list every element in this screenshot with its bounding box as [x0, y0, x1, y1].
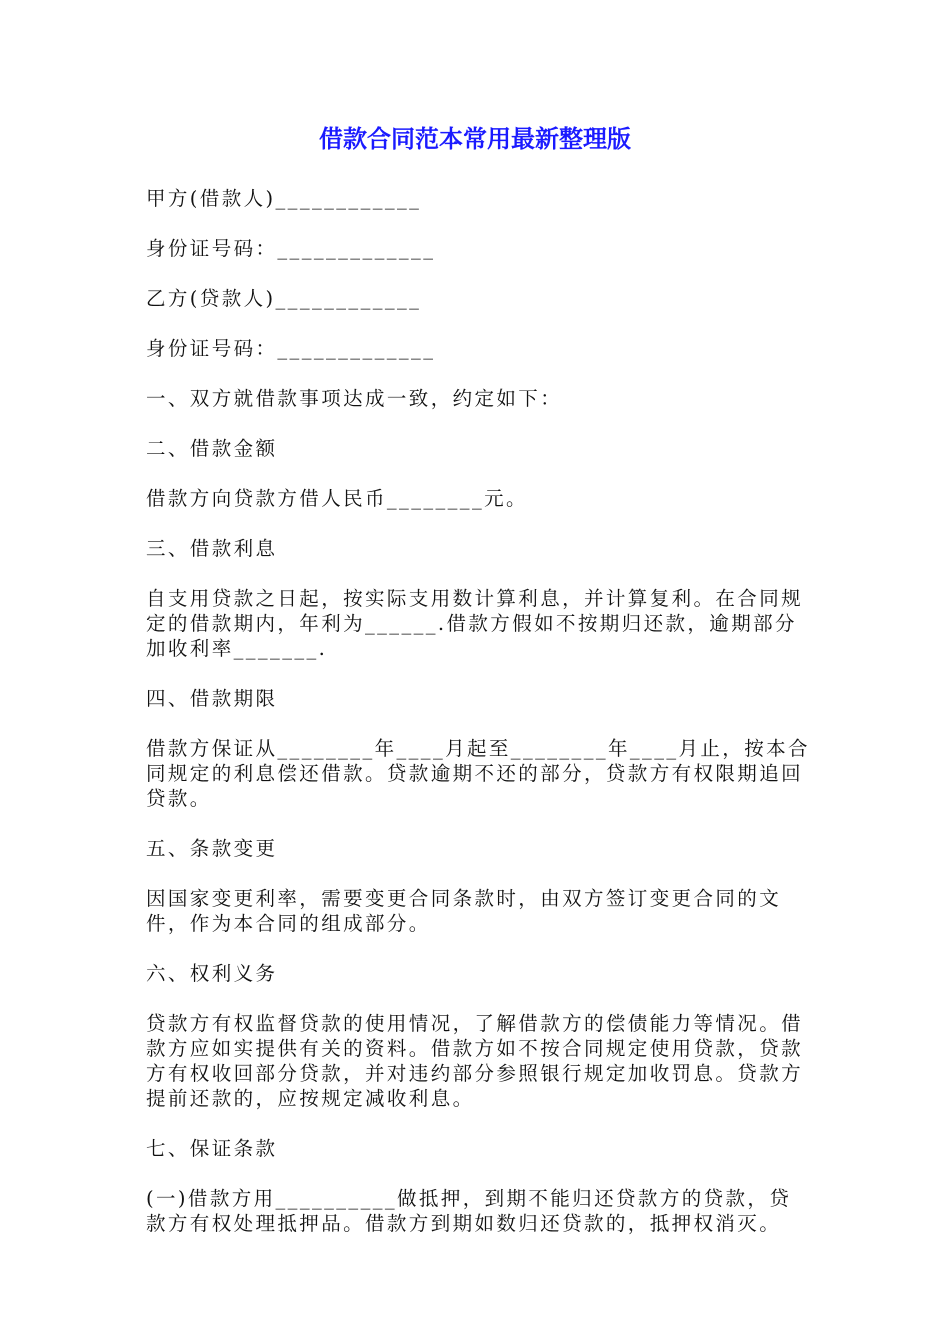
party-a-line: 甲方(借款人)____________	[146, 187, 422, 210]
section-heading-rights: 六、权利义务	[146, 962, 278, 985]
party-a-id-line: 身份证号码：_____________	[146, 237, 436, 260]
section-body-interest: 自支用贷款之日起，按实际支用数计算利息，并计算复利。在合同规定的借款期内，年利为______.借款方假如不按期归还款，逾期部分加收利率_______.	[146, 587, 804, 660]
section-heading-amount: 二、借款金额	[146, 437, 278, 460]
section-heading-interest: 三、借款利息	[146, 537, 278, 560]
section-heading-term: 四、借款期限	[146, 687, 278, 710]
section-body-guarantee: (一)借款方用__________做抵押，到期不能归还贷款方的贷款，贷款方有权处理抵押品。借款方到期如数归还贷款的，抵押权消灭。	[146, 1187, 792, 1235]
section-heading-changes: 五、条款变更	[146, 837, 278, 860]
section-body-rights: 贷款方有权监督贷款的使用情况，了解借款方的偿债能力等情况。借款方应如实提供有关的资料。借款方如不按合同规定使用贷款，贷款方有权收回部分贷款，并对违约部分参照银行规定加收罚息。贷款方提前还款的，应按规定减收利息。	[146, 1012, 804, 1110]
section-body-amount: 借款方向贷款方借人民币________元。	[146, 487, 528, 510]
section-body-term: 借款方保证从________年____月起至________年____月止，按本合同规定的利息偿还借款。贷款逾期不还的部分，贷款方有权限期追回贷款。	[146, 737, 810, 810]
party-b-id-line: 身份证号码：_____________	[146, 337, 436, 360]
section-body-changes: 因国家变更利率，需要变更合同条款时，由双方签订变更合同的文件，作为本合同的组成部分。	[146, 887, 782, 935]
section-heading-agreement: 一、双方就借款事项达成一致，约定如下：	[146, 387, 563, 410]
section-heading-guarantee: 七、保证条款	[146, 1137, 278, 1160]
document-title: 借款合同范本常用最新整理版	[319, 125, 631, 153]
party-b-line: 乙方(贷款人)____________	[146, 287, 422, 310]
contract-body	[146, 186, 810, 1261]
